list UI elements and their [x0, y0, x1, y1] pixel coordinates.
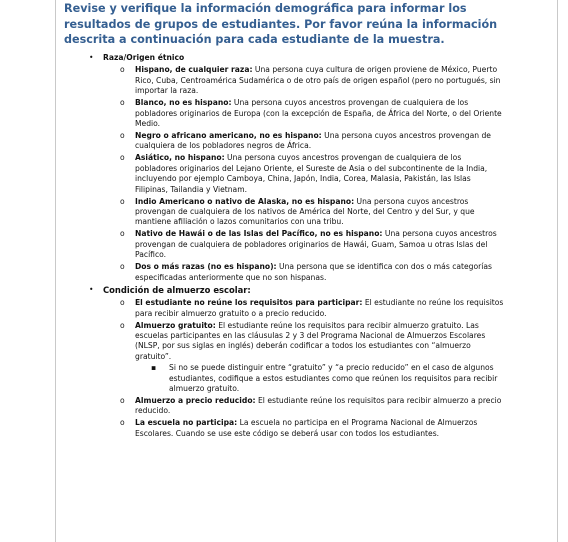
list-item [103, 262, 504, 283]
list-item [103, 298, 504, 319]
sub-list [135, 363, 504, 394]
intro-paragraph: Revise y verifique la información demográfica para informar los resultados de grupos de estudiantes. Por favor reúna la información descrita a continuación para cada estudiante de la muestra. [64, 2, 498, 46]
item-text: Una persona cuya cultura de origen proviene de México, Puerto Rico, Cuba, Centroamérica Sudamérica o de otro país de origen español (pero no portugués, sin importar la raza. [135, 65, 501, 96]
section-list [64, 53, 504, 439]
item-term: Negro o africano americano, no es hispano: [135, 131, 322, 141]
circle-bullet-icon: o [120, 418, 125, 428]
list-item [103, 321, 504, 395]
page-margin-line-left [55, 0, 56, 542]
circle-bullet-icon: o [120, 320, 125, 330]
item-text: Una persona cuyos ancestros provengan de cualquiera de los pobladores originarios de Europa (con la excepción de España, de África del Norte, o del Oriente Medio. [135, 98, 502, 129]
circle-bullet-icon: o [120, 229, 125, 239]
item-text: El estudiante no reúne los requisitos para recibir almuerzo gratuito o a precio reducido. [135, 298, 504, 318]
circle-bullet-icon: o [120, 196, 125, 206]
circle-bullet-icon: o [120, 153, 125, 163]
list-item [103, 131, 504, 152]
list-item [103, 396, 504, 417]
list-item [103, 98, 504, 129]
section-school-lunch [64, 285, 504, 439]
sub-item-text: Si no se puede distinguir entre “gratuito” y “a precio reducido” en el caso de algunos estudiantes, codifique a estos estudiantes como que reúnen los requisitos para recibir almuerzo gratuito. [169, 363, 498, 393]
item-term: Almuerzo gratuito: [135, 320, 216, 330]
item-term: Blanco, no es hispano: [135, 98, 232, 108]
section-heading: Raza/Origen étnico [103, 53, 185, 62]
section-heading: Condición de almuerzo escolar: [103, 284, 251, 295]
list-item [103, 197, 504, 228]
square-bullet-icon: ▪ [151, 363, 157, 373]
item-term: Hispano, de cualquier raza: [135, 65, 253, 75]
item-text: Una persona cuyos ancestros provengan de cualquiera de los pobladores negros de África. [135, 131, 491, 151]
circle-bullet-icon: o [120, 65, 125, 75]
item-term: Indio Americano o nativo de Alaska, no es hispano: [135, 196, 355, 206]
list-item [103, 153, 504, 195]
circle-bullet-icon: o [120, 262, 125, 272]
bullet-icon: • [89, 284, 94, 294]
item-term: Nativo de Hawái o de las Islas del Pacífico, no es hispano: [135, 229, 383, 239]
list-item [103, 418, 504, 439]
list-item [103, 229, 504, 260]
item-term: Dos o más razas (no es hispano): [135, 262, 277, 272]
item-term: El estudiante no reúne los requisitos para participar: [135, 298, 363, 308]
item-text: Una persona cuyos ancestros provengan de cualquiera de pobladores originarios de Hawái, Guam, Samoa u otras Islas del Pacífico. [135, 229, 497, 260]
item-text: Una persona que se identifica con dos o más categorías especificadas anteriormente que no son hispanas. [135, 262, 492, 282]
list-item [103, 65, 504, 96]
item-term: Almuerzo a precio reducido: [135, 395, 256, 405]
race-list [103, 65, 504, 283]
section-race-ethnicity [64, 53, 504, 283]
item-text: Una persona cuyos ancestros provengan de cualquiera de los pobladores originarios del Lejano Oriente, el Sureste de Asia o del subcontinente de la India, incluyendo por ejemplo Camboya, China, Japón, India, Corea, Malasia, Pakistán, las Islas Filipinas, Tailandia y Vietnam. [135, 153, 488, 194]
circle-bullet-icon: o [120, 98, 125, 108]
item-text: El estudiante reúne los requisitos para recibir almuerzo a precio reducido. [135, 395, 502, 416]
circle-bullet-icon: o [120, 395, 125, 405]
circle-bullet-icon: o [120, 131, 125, 141]
circle-bullet-icon: o [120, 298, 125, 308]
sub-list-item [135, 363, 504, 394]
bullet-icon: • [89, 53, 94, 62]
document-body [64, 53, 504, 441]
item-term: La escuela no participa: [135, 418, 238, 428]
item-text: El estudiante reúne los requisitos para recibir almuerzo gratuito. Las escuelas participantes en las cláusulas 2 y 3 del Programa Nacional de Almuerzos Escolares (NLSP, por sus siglas en inglés) deberán codificar a todos los estudiantes con “almuerzo gratuito”. [135, 320, 486, 361]
item-text: La escuela no participa en el Programa Nacional de Almuerzos Escolares. Cuando se use este código se deberá usar con todos los estudiantes. [135, 418, 478, 438]
lunch-list [103, 298, 504, 439]
item-term: Asiático, no hispano: [135, 153, 225, 163]
item-text: Una persona cuyos ancestros provengan de cualquiera de los nativos de América del Norte, del Centro y del Sur, y que mantiene afiliación o lazos comunitarios con una tribu. [135, 196, 475, 227]
page-margin-line-right [557, 0, 558, 542]
